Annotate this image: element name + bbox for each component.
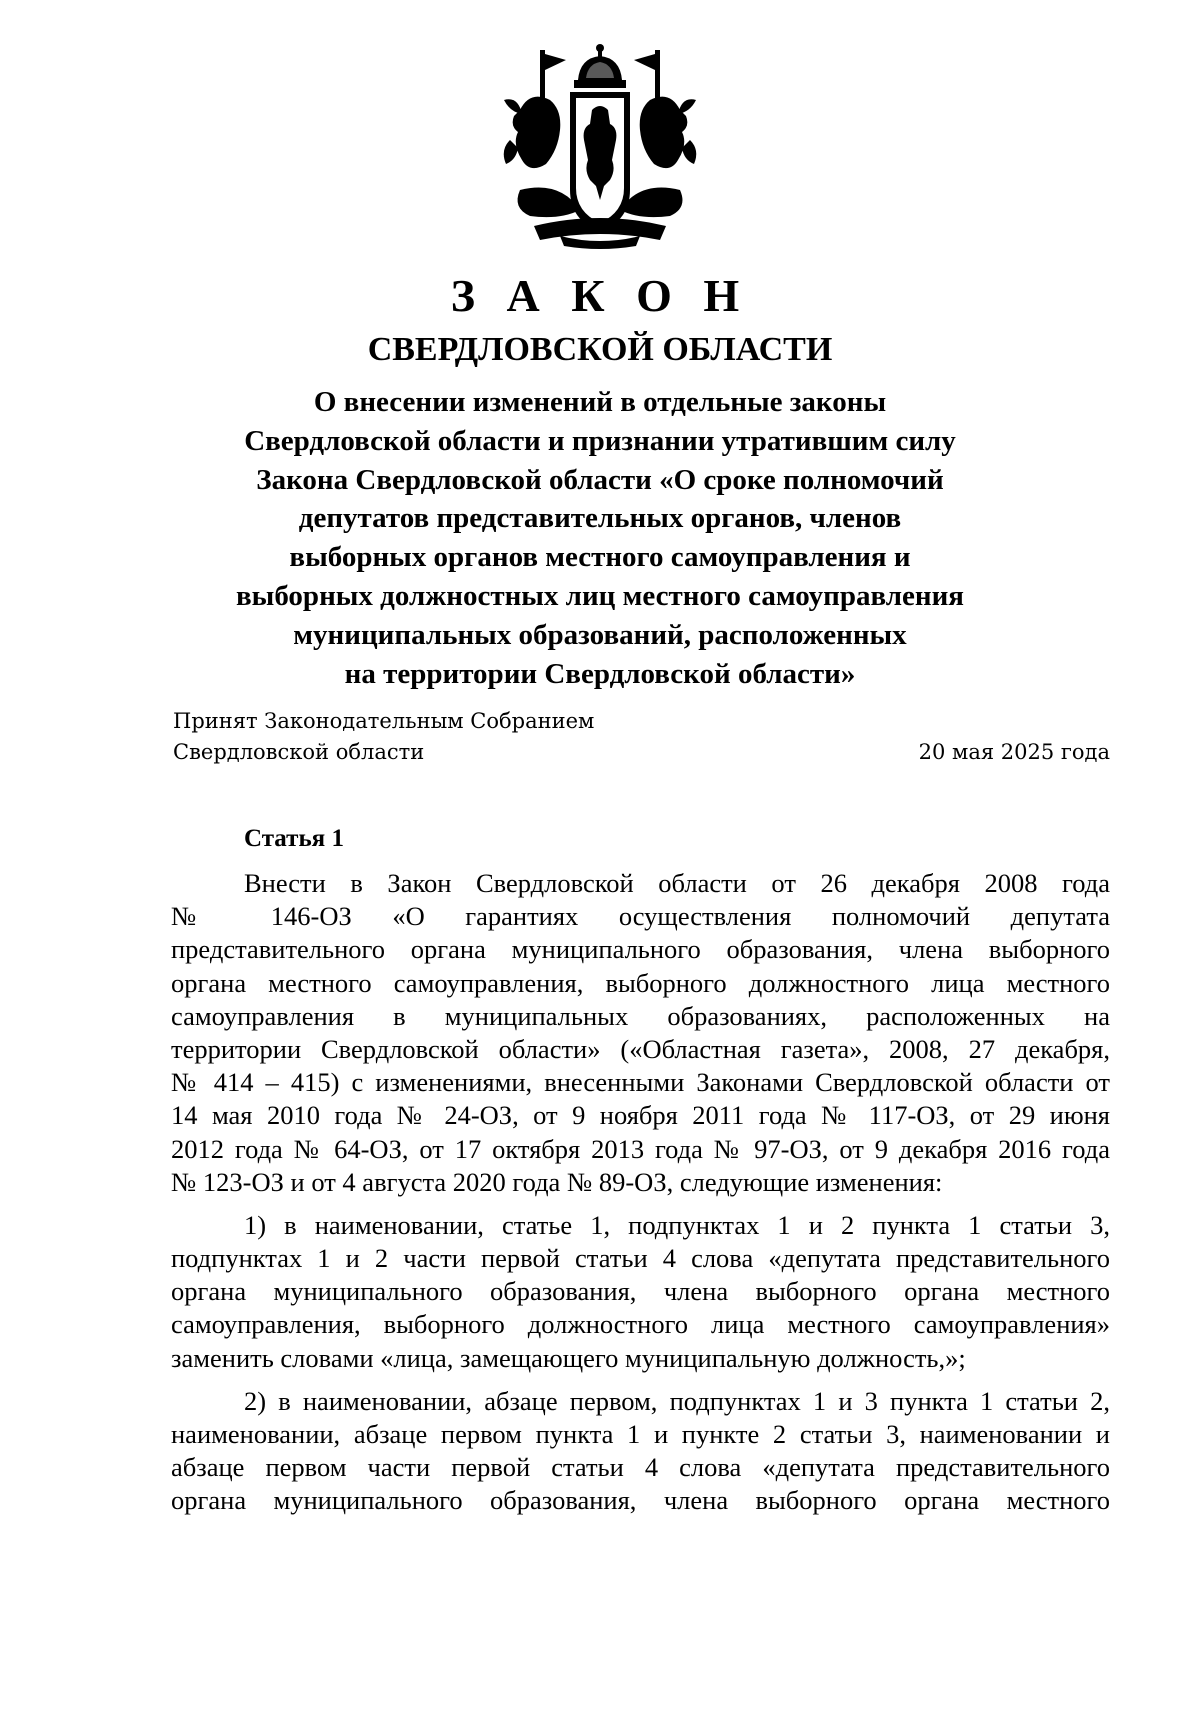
text-line: Внести в Закон Свердловской области от 26 декабря 2008 года (244, 868, 1110, 898)
text-line: 1) в наименовании, статье 1, подпунктах 1 и 2 пункта 1 статьи 3, (244, 1209, 1110, 1240)
text-line: самоуправления в муниципальных образованиях, расположенных на (171, 1000, 1110, 1031)
text-line: самоуправления, выборного должностного лица местного самоуправления» (171, 1309, 1110, 1340)
text-line: территории Свердловской области» («Областная газета», 2008, 27 декабря, (171, 1033, 1110, 1064)
law-name (200, 383, 1000, 693)
adoption-note (173, 706, 594, 768)
text-line: № 146-ОЗ «О гарантиях осуществления полномочий депутата (171, 901, 1110, 932)
text-line: подпунктах 1 и 2 части первой статьи 4 слова «депутата представительного (171, 1243, 1110, 1274)
law-name-line: Свердловской области и признании утратившим силу (244, 424, 956, 457)
adoption-line: Свердловской области (173, 740, 425, 764)
text-line: 2) в наименовании, абзаце первом, подпунктах 1 и 3 пункта 1 статьи 2, (244, 1385, 1110, 1416)
text-line: наименовании, абзаце первом пункта 1 и пункте 2 статьи 3, наименовании и (171, 1419, 1110, 1449)
paragraph (171, 1209, 1110, 1375)
text-line: представительного органа муниципального образования, члена выборного (171, 934, 1110, 965)
paragraph (171, 1385, 1110, 1518)
document-title: З А К О Н (450, 270, 750, 321)
text-line: абзаце первом части первой статьи 4 слова «депутата представительного (171, 1452, 1110, 1483)
law-name-line: муниципальных образований, расположенных (293, 618, 907, 651)
adoption-date: 20 мая 2025 года (918, 740, 1110, 764)
law-name-line: на территории Свердловской области» (344, 657, 856, 690)
law-name-line: выборных должностных лиц местного самоуправления (236, 579, 964, 612)
text-line: 14 мая 2010 года № 24-ОЗ, от 9 ноября 2011 года № 117-ОЗ, от 29 июня (171, 1100, 1110, 1131)
law-name-line: О внесении изменений в отдельные законы (313, 386, 887, 418)
article-body (171, 867, 1110, 1518)
text-line: заменить словами «лица, замещающего муниципальную должность,»; (171, 1342, 966, 1373)
sverdlovsk-coat-of-arms-icon (500, 40, 700, 250)
adoption-line: Принят Законодательным Собранием (173, 709, 595, 733)
article-title: Статья 1 (244, 825, 344, 852)
text-line: 2012 года № 64-ОЗ, от 17 октября 2013 года № 97-ОЗ, от 9 декабря 2016 года (171, 1133, 1110, 1164)
text-line: № 414 – 415) с изменениями, внесенными Законами Свердловской области от (171, 1067, 1110, 1098)
document-region: СВЕРДЛОВСКОЙ ОБЛАСТИ (367, 331, 833, 368)
coat-of-arms-emblem (500, 40, 700, 250)
text-line: № 123-ОЗ и от 4 августа 2020 года № 89-ОЗ, следующие изменения: (171, 1166, 943, 1197)
text-line: органа муниципального образования, члена выборного органа местного (171, 1276, 1110, 1307)
text-line: органа муниципального образования, члена выборного органа местного (171, 1485, 1110, 1516)
text-line: органа местного самоуправления, выборного должностного лица местного (171, 967, 1110, 998)
paragraph (171, 867, 1110, 1199)
law-name-line: Закона Свердловской области «О сроке полномочий (256, 463, 944, 496)
law-name-line: выборных органов местного самоуправления и (289, 541, 911, 574)
law-name-line: депутатов представительных органов, членов (298, 502, 902, 535)
